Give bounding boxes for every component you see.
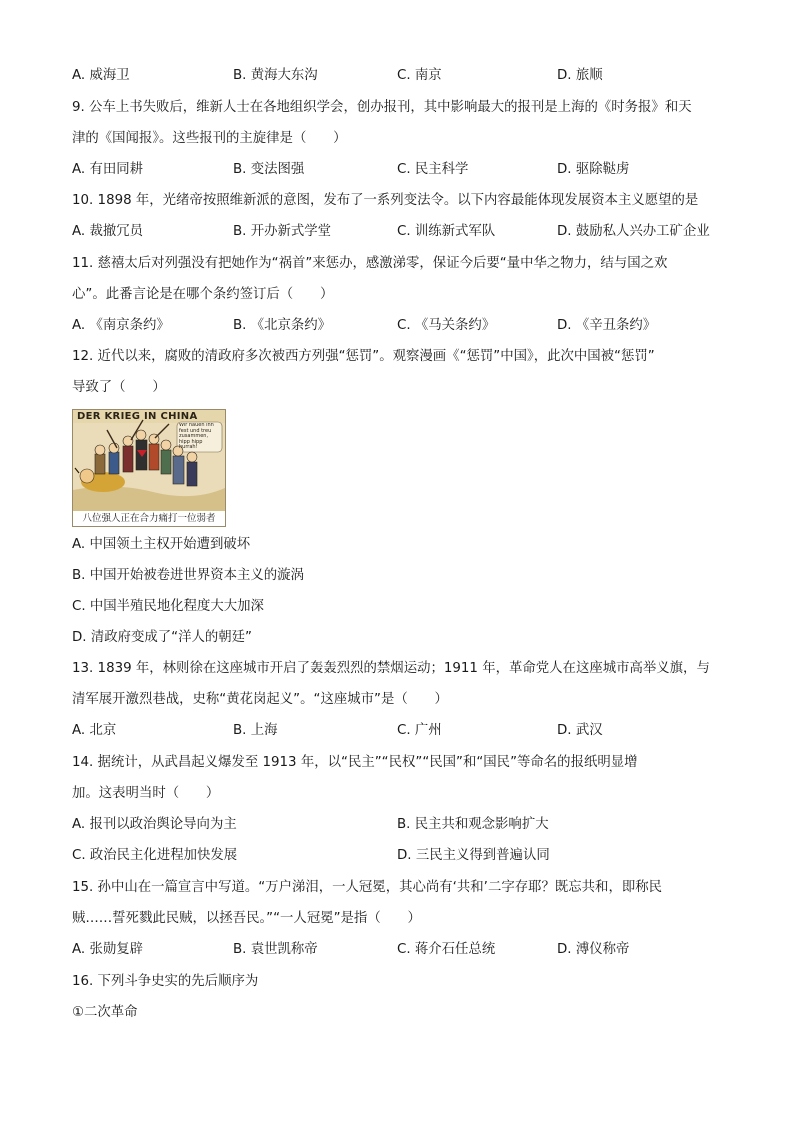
q8-option-b: B. 黄海大东沟 — [233, 68, 318, 83]
q13-option-c: C. 广州 — [397, 723, 442, 738]
q10-option-a: A. 裁撤冗员 — [72, 224, 143, 239]
q13-option-d: D. 武汉 — [557, 723, 603, 738]
q14-stem-line-2: 加。这表明当时（ ） — [72, 786, 220, 801]
q9-stem-line-2: 津的《国闻报》。这些报刊的主旋律是（ ） — [72, 131, 347, 146]
q8-option-a: A. 威海卫 — [72, 68, 130, 83]
q9-option-a: A. 有田同耕 — [72, 162, 143, 177]
q10-stem-line-1: 10. 1898 年，光绪帝按照维新派的意图，发布了一系列变法令。以下内容最能体现发展资本主义愿望的是 — [72, 193, 699, 208]
cartoon-title: DER KRIEG IN CHINA — [77, 411, 198, 422]
q8-option-d: D. 旅顺 — [557, 68, 603, 83]
q11-option-c: C. 《马关条约》 — [397, 318, 496, 333]
q9-stem-line-1: 9. 公车上书失败后，维新人士在各地组织学会，创办报刊，其中影响最大的报刊是上海的《时务报》和天 — [72, 100, 692, 115]
q15-option-c: C. 蒋介石任总统 — [397, 942, 496, 957]
q15-option-d: D. 溥仪称帝 — [557, 942, 630, 957]
q9-option-c: C. 民主科学 — [397, 162, 469, 177]
q13-option-a: A. 北京 — [72, 723, 117, 738]
q16-stem-line-1: 16. 下列斗争史实的先后顺序为 — [72, 974, 259, 989]
q11-option-b: B. 《北京条约》 — [233, 318, 332, 333]
q11-stem-line-1: 11. 慈禧太后对列强没有把她作为“祸首”来惩办，感激涕零，保证今后要“量中华之物力，结与国之欢 — [72, 256, 668, 271]
q14-option-d: D. 三民主义得到普遍认同 — [397, 848, 550, 863]
q16-item-1: ①二次革命 — [72, 1005, 138, 1020]
cartoon-image — [72, 409, 226, 527]
q15-option-b: B. 袁世凯称帝 — [233, 942, 318, 957]
q14-option-a: A. 报刊以政治舆论导向为主 — [72, 817, 237, 832]
q11-option-d: D. 《辛丑条约》 — [557, 318, 657, 333]
q13-stem-line-1: 13. 1839 年，林则徐在这座城市开启了轰轰烈烈的禁烟运动；1911 年，革命党人在这座城市高举义旗，与 — [72, 661, 710, 676]
q12-option-a: A. 中国领土主权开始遭到破坏 — [72, 537, 251, 552]
q12-option-b: B. 中国开始被卷进世界资本主义的漩涡 — [72, 568, 304, 583]
q12-stem-line-1: 12. 近代以来，腐败的清政府多次被西方列强“惩罚”。观察漫画《“惩罚”中国》，此次中国被“惩罚” — [72, 349, 655, 364]
q11-option-a: A. 《南京条约》 — [72, 318, 170, 333]
q15-stem-line-2: 贼……誓死戮此民贼，以拯吾民。”“一人冠冕”是指（ ） — [72, 911, 421, 926]
q15-stem-line-1: 15. 孙中山在一篇宣言中写道。“万户涕泪，一人冠冕，其心尚有‘共和’二字存耶？既忘共和，即称民 — [72, 880, 663, 895]
q14-option-b: B. 民主共和观念影响扩大 — [397, 817, 549, 832]
cartoon-caption: 八位强人正在合力痛打一位弱者 — [73, 511, 225, 526]
q10-option-d: D. 鼓励私人兴办工矿企业 — [557, 224, 710, 239]
q10-option-c: C. 训练新式军队 — [397, 224, 496, 239]
q13-option-b: B. 上海 — [233, 723, 278, 738]
q12-option-d: D. 清政府变成了“洋人的朝廷” — [72, 630, 252, 645]
q11-stem-line-2: 心”。此番言论是在哪个条约签订后（ ） — [72, 287, 334, 302]
q9-option-b: B. 变法图强 — [233, 162, 305, 177]
q9-option-d: D. 驱除鞑虏 — [557, 162, 630, 177]
q12-stem-line-2: 导致了（ ） — [72, 380, 166, 395]
q15-option-a: A. 张勋复辟 — [72, 942, 143, 957]
cartoon-speech-bubble: Wir hauen ihn fest und treu zusammen, hipp hipp hurrah! — [179, 423, 214, 451]
q8-option-c: C. 南京 — [397, 68, 442, 83]
q10-option-b: B. 开办新式学堂 — [233, 224, 332, 239]
q14-stem-line-1: 14. 据统计，从武昌起义爆发至 1913 年，以“民主”“民权”“民国”和“国民”等命名的报纸明显增 — [72, 755, 638, 770]
q13-stem-line-2: 清军展开激烈巷战，史称“黄花岗起义”。“这座城市”是（ ） — [72, 692, 448, 707]
q14-option-c: C. 政治民主化进程加快发展 — [72, 848, 238, 863]
q12-option-c: C. 中国半殖民地化程度大大加深 — [72, 599, 264, 614]
